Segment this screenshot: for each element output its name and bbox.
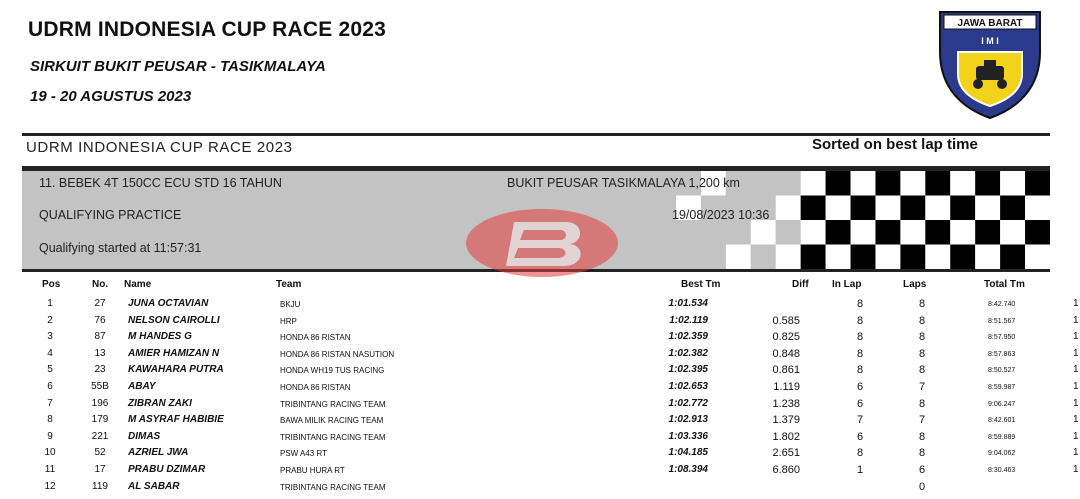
cell-edge: 1 xyxy=(1073,414,1079,426)
cell-diff: 0.585 xyxy=(772,314,800,327)
col-best: Best Tm xyxy=(681,279,721,290)
cell-laps: 0 xyxy=(918,480,926,493)
cell-total: 9:04.062 xyxy=(988,450,1016,458)
cell-no: 119 xyxy=(92,480,108,492)
cell-edge: 1 xyxy=(1073,314,1079,326)
cell-best: 1:02.119 xyxy=(669,314,708,326)
table-row xyxy=(0,298,1080,314)
cell-no: 52 xyxy=(94,447,106,459)
cell-laps: 7 xyxy=(918,381,926,393)
cell-best: 1:02.772 xyxy=(668,397,708,409)
cell-total: 8:42.740 xyxy=(988,301,1016,308)
cell-inlap: 6 xyxy=(856,381,864,393)
cell-best: 1:02.382 xyxy=(668,347,708,359)
watermark-logo xyxy=(462,206,622,280)
cell-laps: 8 xyxy=(918,397,926,410)
cell-inlap: 6 xyxy=(856,397,864,410)
cell-inlap: 6 xyxy=(856,430,864,443)
event-dates: 19 - 20 AGUSTUS 2023 xyxy=(30,88,192,105)
cell-team: TRIBINTANG RACING TEAM xyxy=(280,399,386,409)
cell-diff: 2.651 xyxy=(772,447,800,460)
cell-name: M ASYRAF HABIBIE xyxy=(128,414,224,426)
cell-edge: 1 xyxy=(1073,464,1079,475)
cell-diff: 0.825 xyxy=(772,331,800,344)
cell-diff: 0.861 xyxy=(772,364,800,377)
table-row xyxy=(0,414,1080,430)
col-inlap: In Lap xyxy=(832,279,862,290)
cell-edge: 1 xyxy=(1073,381,1079,392)
cell-diff: 1.379 xyxy=(772,414,800,427)
cell-edge: 1 xyxy=(1073,430,1079,442)
cell-team: PRABU HURA RT xyxy=(280,466,345,475)
cell-best: 1:02.653 xyxy=(668,381,708,392)
cell-best: 1:02.359 xyxy=(668,331,708,343)
page-title: UDRM INDONESIA CUP RACE 2023 xyxy=(28,18,387,41)
cell-inlap: 8 xyxy=(856,331,864,344)
cell-pos: 7 xyxy=(47,397,53,409)
cell-edge: 1 xyxy=(1073,364,1079,376)
session-start: Qualifying started at 11:57:31 xyxy=(39,241,202,255)
cell-no: 87 xyxy=(94,331,106,343)
table-row xyxy=(0,331,1080,347)
cell-total: 8:59.987 xyxy=(988,384,1016,391)
cell-name: ABAY xyxy=(128,381,156,392)
cell-inlap: 8 xyxy=(856,314,864,327)
col-laps: Laps xyxy=(903,279,927,290)
cell-edge: 1 xyxy=(1073,397,1079,409)
cell-best: 1:04.185 xyxy=(668,447,708,459)
session-circuit: BUKIT PEUSAR TASIKMALAYA 1,200 km xyxy=(507,176,740,190)
cell-total: 8:57.863 xyxy=(988,350,1016,358)
cell-name: M HANDES G xyxy=(128,331,192,343)
cell-team: HONDA WH19 TUS RACING xyxy=(280,366,385,376)
cell-no: 221 xyxy=(91,430,109,442)
cell-best: 1:03.336 xyxy=(668,430,708,442)
cell-name: DIMAS xyxy=(128,430,161,442)
table-row xyxy=(0,447,1080,463)
cell-name: KAWAHARA PUTRA xyxy=(128,364,224,376)
col-team: Team xyxy=(276,279,302,290)
cell-pos: 10 xyxy=(44,447,56,459)
cell-laps: 8 xyxy=(918,364,926,377)
cell-name: JUNA OCTAVIAN xyxy=(128,298,209,309)
cell-edge: 1 xyxy=(1073,447,1079,459)
cell-inlap: 8 xyxy=(856,347,864,360)
cell-total: 8:42.601 xyxy=(988,417,1016,425)
cell-pos: 12 xyxy=(44,480,56,492)
cell-inlap: 8 xyxy=(856,298,864,310)
cell-no: 179 xyxy=(91,414,109,426)
cell-pos: 4 xyxy=(47,347,53,359)
cell-best: 1:08.394 xyxy=(668,464,708,475)
cell-diff: 0.848 xyxy=(772,347,800,360)
cell-laps: 6 xyxy=(918,464,926,476)
cell-inlap: 8 xyxy=(856,447,864,460)
cell-no: 27 xyxy=(94,298,106,309)
cell-no: 196 xyxy=(91,397,109,409)
cell-laps: 8 xyxy=(918,314,926,327)
cell-name: NELSON CAIROLLI xyxy=(128,314,220,326)
cell-total: 9:06.247 xyxy=(988,400,1016,408)
cell-laps: 8 xyxy=(918,331,926,344)
cell-total: 8:57.950 xyxy=(988,334,1016,342)
session-type: QUALIFYING PRACTICE xyxy=(39,208,182,222)
cell-name: AZRIEL JWA xyxy=(128,447,189,459)
cell-inlap: 1 xyxy=(856,464,864,476)
cell-pos: 6 xyxy=(47,381,53,392)
cell-laps: 8 xyxy=(918,430,926,443)
cell-name: ZIBRAN ZAKI xyxy=(128,397,192,409)
cell-total: 8:51.567 xyxy=(988,317,1016,325)
cell-no: 23 xyxy=(94,364,106,376)
cell-team: PSW A43 RT xyxy=(280,449,327,459)
cell-inlap: 8 xyxy=(856,364,864,377)
cell-diff: 6.860 xyxy=(772,464,800,476)
cell-name: PRABU DZIMAR xyxy=(128,464,206,475)
imi-logo xyxy=(936,8,1044,120)
col-no: No. xyxy=(92,279,109,290)
cell-diff: 1.238 xyxy=(772,397,800,410)
cell-team: HONDA 86 RISTAN NASUTION xyxy=(280,349,395,359)
cell-name: AL SABAR xyxy=(128,480,180,492)
cell-total: 8:30.463 xyxy=(988,467,1016,474)
report-title: UDRM INDONESIA CUP RACE 2023 xyxy=(26,139,293,156)
session-class: 11. BEBEK 4T 150CC ECU STD 16 TAHUN xyxy=(39,176,282,190)
session-datetime: 19/08/2023 10:36 xyxy=(672,208,770,222)
logo-top-text: JAWA BARAT xyxy=(957,18,1023,29)
col-name: Name xyxy=(124,279,152,290)
sort-note: Sorted on best lap time xyxy=(812,136,978,153)
cell-team: HONDA 86 RISTAN xyxy=(280,333,351,343)
table-row xyxy=(0,431,1080,447)
col-pos: Pos xyxy=(42,279,61,290)
table-row xyxy=(0,464,1080,480)
cell-laps: 8 xyxy=(918,298,926,310)
cell-no: 13 xyxy=(94,347,106,359)
cell-pos: 5 xyxy=(47,364,53,376)
cell-pos: 1 xyxy=(47,298,53,309)
cell-laps: 8 xyxy=(918,347,926,360)
cell-no: 55B xyxy=(91,381,109,392)
cell-team: BAWA MILIK RACING TEAM xyxy=(280,416,384,426)
cell-pos: 3 xyxy=(47,331,53,343)
cell-best: 1:02.913 xyxy=(668,414,708,426)
cell-total: 8:50.527 xyxy=(988,367,1016,375)
table-row xyxy=(0,364,1080,380)
table-row xyxy=(0,398,1080,414)
cell-laps: 8 xyxy=(918,447,926,460)
cell-best: 1:01.534 xyxy=(668,298,708,309)
cell-laps: 7 xyxy=(918,414,926,427)
cell-team: BKJU xyxy=(280,300,301,309)
cell-team: TRIBINTANG RACING TEAM xyxy=(280,432,386,442)
cell-team: TRIBINTANG RACING TEAM xyxy=(280,482,386,492)
table-row xyxy=(0,348,1080,364)
cell-pos: 8 xyxy=(47,414,53,426)
cell-diff: 1.119 xyxy=(773,381,800,393)
cell-pos: 11 xyxy=(44,464,56,475)
cell-best: 1:02.395 xyxy=(668,364,708,376)
cell-team: HRP xyxy=(280,316,297,326)
cell-edge: 1 xyxy=(1073,347,1079,359)
cell-no: 17 xyxy=(94,464,106,475)
cell-pos: 2 xyxy=(47,314,53,326)
cell-edge: 1 xyxy=(1073,298,1079,309)
page-subtitle: SIRKUIT BUKIT PEUSAR - TASIKMALAYA xyxy=(30,58,326,75)
cell-pos: 9 xyxy=(47,430,53,442)
cell-total: 8:59.889 xyxy=(988,433,1016,441)
cell-name: AMIER HAMIZAN N xyxy=(128,347,220,359)
logo-letters: I M I xyxy=(981,36,999,46)
col-diff: Diff xyxy=(792,279,809,290)
table-row xyxy=(0,381,1080,397)
cell-inlap: 7 xyxy=(856,414,864,427)
table-row xyxy=(0,481,1080,497)
table-row xyxy=(0,315,1080,331)
col-total: Total Tm xyxy=(984,279,1025,290)
cell-no: 76 xyxy=(94,314,106,326)
cell-team: HONDA 86 RISTAN xyxy=(280,383,351,392)
cell-edge: 1 xyxy=(1073,331,1079,343)
cell-diff: 1.802 xyxy=(772,430,800,443)
